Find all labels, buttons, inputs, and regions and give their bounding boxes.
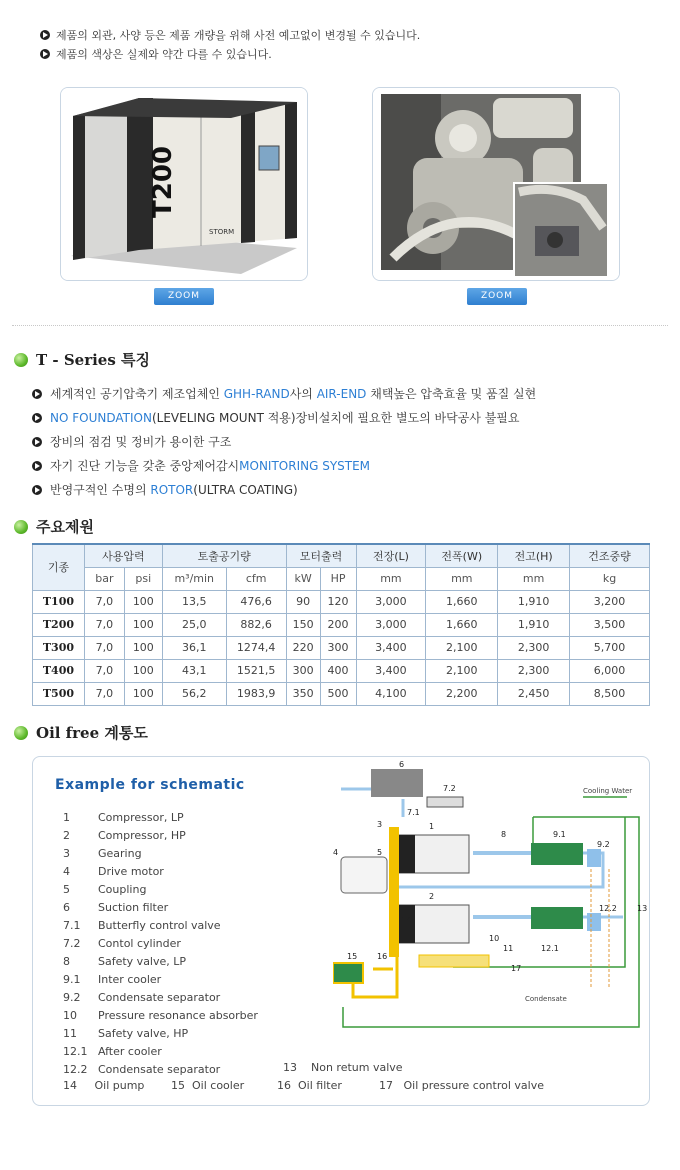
model-text: T200	[148, 145, 178, 218]
table-cell: 2,300	[498, 659, 570, 682]
after-cooler	[531, 907, 583, 929]
bullet-icon	[32, 389, 42, 399]
legend-num: 16	[277, 1079, 291, 1092]
table-cell: 3,400	[356, 659, 426, 682]
diagram-number-label: 7.2	[443, 784, 456, 793]
feature-highlight: GHH-RAND	[223, 387, 290, 401]
legend-label: Compressor, HP	[98, 829, 186, 842]
legend-num: 12.2	[63, 1063, 88, 1076]
feature-highlight: NO FOUNDATION	[50, 411, 152, 425]
legend-num: 1	[63, 811, 70, 824]
table-header-cell: 건조중량	[570, 544, 650, 567]
feature-item	[32, 430, 536, 454]
compressor-lp-body	[399, 835, 415, 873]
legend-label: Compressor, LP	[98, 811, 184, 824]
table-header-row	[33, 544, 650, 567]
schematic-example-title: Example for schematic	[55, 777, 245, 793]
table-cell: 3,400	[356, 636, 426, 659]
section-divider	[12, 325, 668, 326]
features-title: T - Series 특징	[36, 351, 150, 369]
green-dot-icon	[14, 520, 28, 534]
feature-text: 세계적인 공기압축기 제조업체인	[50, 387, 224, 401]
legend-num: 6	[63, 901, 70, 914]
diagram-number-label: 14	[401, 916, 412, 925]
table-cell: 150	[286, 613, 320, 636]
diagram-number-label: 6	[399, 760, 405, 769]
table-cell: 7,0	[84, 682, 124, 705]
feature-item	[32, 454, 536, 478]
table-cell: 3,200	[570, 590, 650, 613]
table-cell: 56,2	[162, 682, 226, 705]
legend-num: 3	[63, 847, 70, 860]
table-cell: 200	[320, 613, 356, 636]
bullet-icon	[40, 30, 50, 40]
legend-num: 17	[379, 1079, 393, 1092]
table-cell: 7,0	[84, 590, 124, 613]
diagram-number-label: 7.1	[407, 808, 420, 817]
legend-num: 8	[63, 955, 70, 968]
schematic-title: Oil free 계통도	[36, 724, 148, 742]
table-cell: 2,200	[426, 682, 498, 705]
legend-label: Contol cylinder	[98, 937, 181, 950]
schematic-heading	[14, 722, 148, 743]
legend-label: Safety valve, HP	[98, 1027, 189, 1040]
table-cell: 90	[286, 590, 320, 613]
table-cell: 2,100	[426, 636, 498, 659]
table-header-cell: 기종	[33, 544, 85, 590]
table-row	[33, 590, 650, 613]
legend-label: Safety valve, LP	[98, 955, 187, 968]
table-cell: 36,1	[162, 636, 226, 659]
feature-text: 채택높은 압축효율 및 품질 실현	[366, 387, 537, 401]
legend-num: 7.2	[63, 937, 81, 950]
legend-num: 13	[283, 1061, 297, 1074]
spec-table	[32, 543, 650, 706]
table-cell: 3,500	[570, 613, 650, 636]
table-cell: 8,500	[570, 682, 650, 705]
unit-cell: mm	[498, 567, 570, 590]
table-cell: 7,0	[84, 636, 124, 659]
legend-label: Non retum valve	[311, 1061, 403, 1074]
table-row	[33, 682, 650, 705]
table-header-cell: 전폭(W)	[426, 544, 498, 567]
table-cell: 300	[320, 636, 356, 659]
feature-item	[32, 382, 536, 406]
table-cell: 25,0	[162, 613, 226, 636]
legend-num: 9.2	[63, 991, 81, 1004]
legend-label: Gearing	[98, 847, 142, 860]
model-cell: T500	[33, 682, 85, 705]
diagram-number-label: 12.2	[599, 904, 617, 913]
notice-text: 제품의 색상은 실제와 약간 다를 수 있습니다.	[56, 48, 272, 61]
specs-heading	[14, 516, 94, 537]
legend-item	[171, 1079, 244, 1092]
notice-list	[40, 26, 420, 64]
table-cell: 7,0	[84, 613, 124, 636]
legend-num: 4	[63, 865, 70, 878]
unit-cell: psi	[124, 567, 162, 590]
legend-num: 15	[171, 1079, 185, 1092]
diagram-number-label: 3	[377, 820, 383, 829]
condensate-separator-1	[587, 849, 601, 867]
table-cell: 100	[124, 659, 162, 682]
condensate-label: Condensate	[525, 995, 567, 1003]
table-cell: 1521,5	[226, 659, 286, 682]
table-cell: 100	[124, 613, 162, 636]
legend-item	[63, 1079, 144, 1092]
control-cylinder	[427, 797, 463, 807]
table-cell: 6,000	[570, 659, 650, 682]
inter-cooler	[531, 843, 583, 865]
diagram-number-label: 10	[489, 934, 500, 943]
table-header-cell: 모터출력	[286, 544, 356, 567]
feature-text: 자기 진단 기능을 갖춘 중앙제어감시	[50, 459, 240, 473]
cooling-water-label: Cooling Water	[583, 787, 633, 795]
table-header-cell: 토출공기량	[162, 544, 286, 567]
legend-label: Oil pressure control valve	[403, 1079, 544, 1092]
legend-num: 2	[63, 829, 70, 842]
green-dot-icon	[14, 726, 28, 740]
table-cell: 100	[124, 590, 162, 613]
legend-label: Oil pump	[94, 1079, 145, 1092]
legend-label: Drive motor	[98, 865, 164, 878]
feature-highlight: ROTOR	[150, 483, 194, 497]
feature-item	[32, 478, 536, 502]
legend-label: Coupling	[98, 883, 147, 896]
feature-highlight: AIR-END	[316, 387, 367, 401]
table-cell: 350	[286, 682, 320, 705]
notice-item	[40, 26, 420, 45]
legend-num: 12.1	[63, 1045, 88, 1058]
table-row	[33, 636, 650, 659]
table-cell: 1,910	[498, 590, 570, 613]
notice-item	[40, 45, 420, 64]
feature-text: (ULTRA COATING)	[193, 483, 298, 497]
bullet-icon	[32, 461, 42, 471]
product-photo-exterior	[60, 87, 308, 281]
specs-title: 주요제원	[36, 518, 94, 536]
diagram-number-label: 17	[511, 964, 522, 973]
legend-item	[283, 1061, 403, 1074]
bullet-icon	[32, 413, 42, 423]
table-header-cell: 사용압력	[84, 544, 162, 567]
legend-num: 11	[63, 1027, 77, 1040]
bullet-icon	[32, 485, 42, 495]
bullet-icon	[40, 49, 50, 59]
table-cell: 5,700	[570, 636, 650, 659]
table-cell: 43,1	[162, 659, 226, 682]
schematic-panel	[32, 756, 650, 1106]
table-row	[33, 659, 650, 682]
diagram-number-label: 1	[429, 822, 435, 831]
feature-list	[32, 382, 536, 502]
gearing	[389, 827, 399, 957]
table-cell: 2,300	[498, 636, 570, 659]
legend-label: Butterfly control valve	[98, 919, 221, 932]
table-cell: 476,6	[226, 590, 286, 613]
feature-item	[32, 406, 536, 430]
table-cell: 120	[320, 590, 356, 613]
brand-text: STORM	[209, 228, 235, 236]
table-cell: 1,660	[426, 590, 498, 613]
diagram-number-label: 8	[501, 830, 507, 839]
diagram-number-label: 16	[377, 952, 388, 961]
table-cell: 1274,4	[226, 636, 286, 659]
legend-num: 7.1	[63, 919, 81, 932]
table-cell: 100	[124, 636, 162, 659]
unit-cell: kg	[570, 567, 650, 590]
diagram-number-label: 9.1	[553, 830, 566, 839]
model-cell: T200	[33, 613, 85, 636]
unit-cell: mm	[426, 567, 498, 590]
unit-cell: cfm	[226, 567, 286, 590]
features-heading	[14, 349, 150, 370]
unit-cell: mm	[356, 567, 426, 590]
product-photo-interior	[372, 87, 620, 281]
zoom-button-exterior[interactable]: ZOOM	[154, 288, 214, 305]
table-cell: 7,0	[84, 659, 124, 682]
legend-label: Oil cooler	[192, 1079, 245, 1092]
suction-filter	[371, 769, 423, 797]
diagram-number-label: 2	[429, 892, 435, 901]
unit-cell: m³/min	[162, 567, 226, 590]
diagram-number-label: 4	[333, 848, 339, 857]
table-header-cell: 전고(H)	[498, 544, 570, 567]
table-cell: 13,5	[162, 590, 226, 613]
table-cell: 2,450	[498, 682, 570, 705]
diagram-number-label: 15	[347, 952, 358, 961]
condensate-separator-2	[587, 913, 601, 931]
table-cell: 1983,9	[226, 682, 286, 705]
diagram-number-label: 12.1	[541, 944, 559, 953]
legend-label: Condensate separator	[98, 1063, 221, 1076]
table-cell: 1,660	[426, 613, 498, 636]
legend-label: After cooler	[98, 1045, 162, 1058]
legend-label: Inter cooler	[98, 973, 162, 986]
oil-cooler	[333, 963, 363, 983]
legend-label: Pressure resonance absorber	[98, 1009, 258, 1022]
unit-cell: kW	[286, 567, 320, 590]
table-header-cell: 전장(L)	[356, 544, 426, 567]
diagram-number-label: 11	[503, 944, 514, 953]
unit-cell: bar	[84, 567, 124, 590]
oil-tank	[419, 955, 489, 967]
table-cell: 400	[320, 659, 356, 682]
legend-num: 10	[63, 1009, 77, 1022]
compressor-interior-image	[373, 88, 620, 281]
table-cell: 500	[320, 682, 356, 705]
legend-num: 14	[63, 1079, 77, 1092]
feature-highlight: MONITORING SYSTEM	[239, 459, 371, 473]
feature-text: 장비의 점검 및 정비가 용이한 구조	[50, 435, 232, 449]
feature-text: (LEVELING MOUNT 적용)장비설치에 필요한 별도의 바닥공사 불필요	[151, 411, 520, 425]
diagram-number-label: 9.2	[597, 840, 610, 849]
schematic-diagram	[333, 757, 650, 1057]
table-cell: 300	[286, 659, 320, 682]
notice-text: 제품의 외관, 사양 등은 제품 개량을 위해 사전 예고없이 변경될 수 있습니다.	[56, 29, 421, 42]
table-cell: 220	[286, 636, 320, 659]
model-cell: T400	[33, 659, 85, 682]
feature-text: 반영구적인 수명의	[50, 483, 151, 497]
table-cell: 882,6	[226, 613, 286, 636]
drive-motor	[341, 857, 387, 893]
green-dot-icon	[14, 353, 28, 367]
table-row	[33, 613, 650, 636]
model-cell: T300	[33, 636, 85, 659]
bullet-icon	[32, 437, 42, 447]
table-cell: 100	[124, 682, 162, 705]
model-cell: T100	[33, 590, 85, 613]
feature-text: 사의	[289, 387, 317, 401]
diagram-number-label: 5	[377, 848, 383, 857]
table-cell: 3,000	[356, 613, 426, 636]
table-cell: 1,910	[498, 613, 570, 636]
table-unit-row	[33, 567, 650, 590]
legend-label: Suction filter	[98, 901, 169, 914]
legend-num: 5	[63, 883, 70, 896]
legend-num: 9.1	[63, 973, 81, 986]
legend-label: Oil filter	[298, 1079, 342, 1092]
legend-label: Condensate separator	[98, 991, 221, 1004]
diagram-number-label: 13	[637, 904, 648, 913]
compressor-exterior-image	[61, 88, 308, 281]
unit-cell: HP	[320, 567, 356, 590]
legend-item	[379, 1079, 544, 1092]
table-cell: 2,100	[426, 659, 498, 682]
legend-item	[277, 1079, 342, 1092]
table-cell: 3,000	[356, 590, 426, 613]
table-cell: 4,100	[356, 682, 426, 705]
zoom-button-interior[interactable]: ZOOM	[467, 288, 527, 305]
